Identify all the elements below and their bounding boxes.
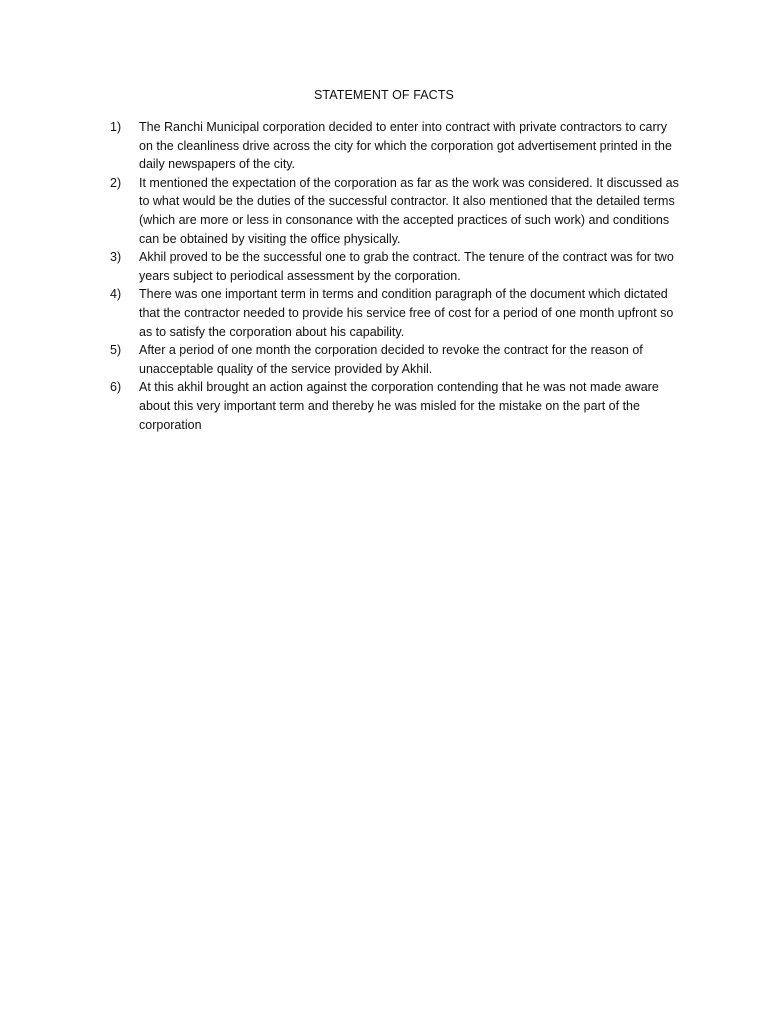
fact-text: Akhil proved to be the successful one to grab the contract. The tenure of the contract was for two years subject to periodical assessment by the corporation. [139, 250, 674, 283]
fact-item-6 [110, 378, 680, 434]
document-title: STATEMENT OF FACTS [313, 88, 454, 102]
fact-item-1 [110, 118, 680, 174]
fact-item-3 [110, 248, 680, 285]
fact-text: It mentioned the expectation of the corporation as far as the work was considered. It discussed as to what would be the duties of the successful contractor. It also mentioned that the detailed terms (which are more or less in consonance with the accepted practices of such work) and conditions can be obtained by visiting the office physically. [139, 175, 679, 246]
fact-text: The Ranchi Municipal corporation decided to enter into contract with private contractors to carry on the cleanliness drive across the city for which the corporation got advertisement printed in the daily newspapers of the city. [139, 120, 672, 172]
fact-number: 4) [110, 287, 122, 302]
fact-item-4 [110, 285, 680, 341]
fact-text: At this akhil brought an action against the corporation contending that he was not made aware about this very important term and thereby he was misled for the mistake on the part of the corporation [139, 380, 659, 432]
fact-number: 5) [110, 343, 122, 358]
fact-item-2 [110, 174, 680, 248]
fact-number: 3) [110, 250, 122, 265]
fact-item-5 [110, 341, 680, 378]
fact-number: 2) [110, 175, 122, 190]
fact-text: There was one important term in terms and condition paragraph of the document which dictated that the contractor needed to provide his service free of cost for a period of one month upfront so as to satisfy the corporation about his capability. [139, 287, 674, 339]
fact-text: After a period of one month the corporation decided to revoke the contract for the reason of unacceptable quality of the service provided by Akhil. [139, 343, 643, 376]
facts-list [110, 118, 680, 434]
fact-number: 1) [110, 120, 122, 134]
fact-number: 6) [110, 380, 122, 395]
